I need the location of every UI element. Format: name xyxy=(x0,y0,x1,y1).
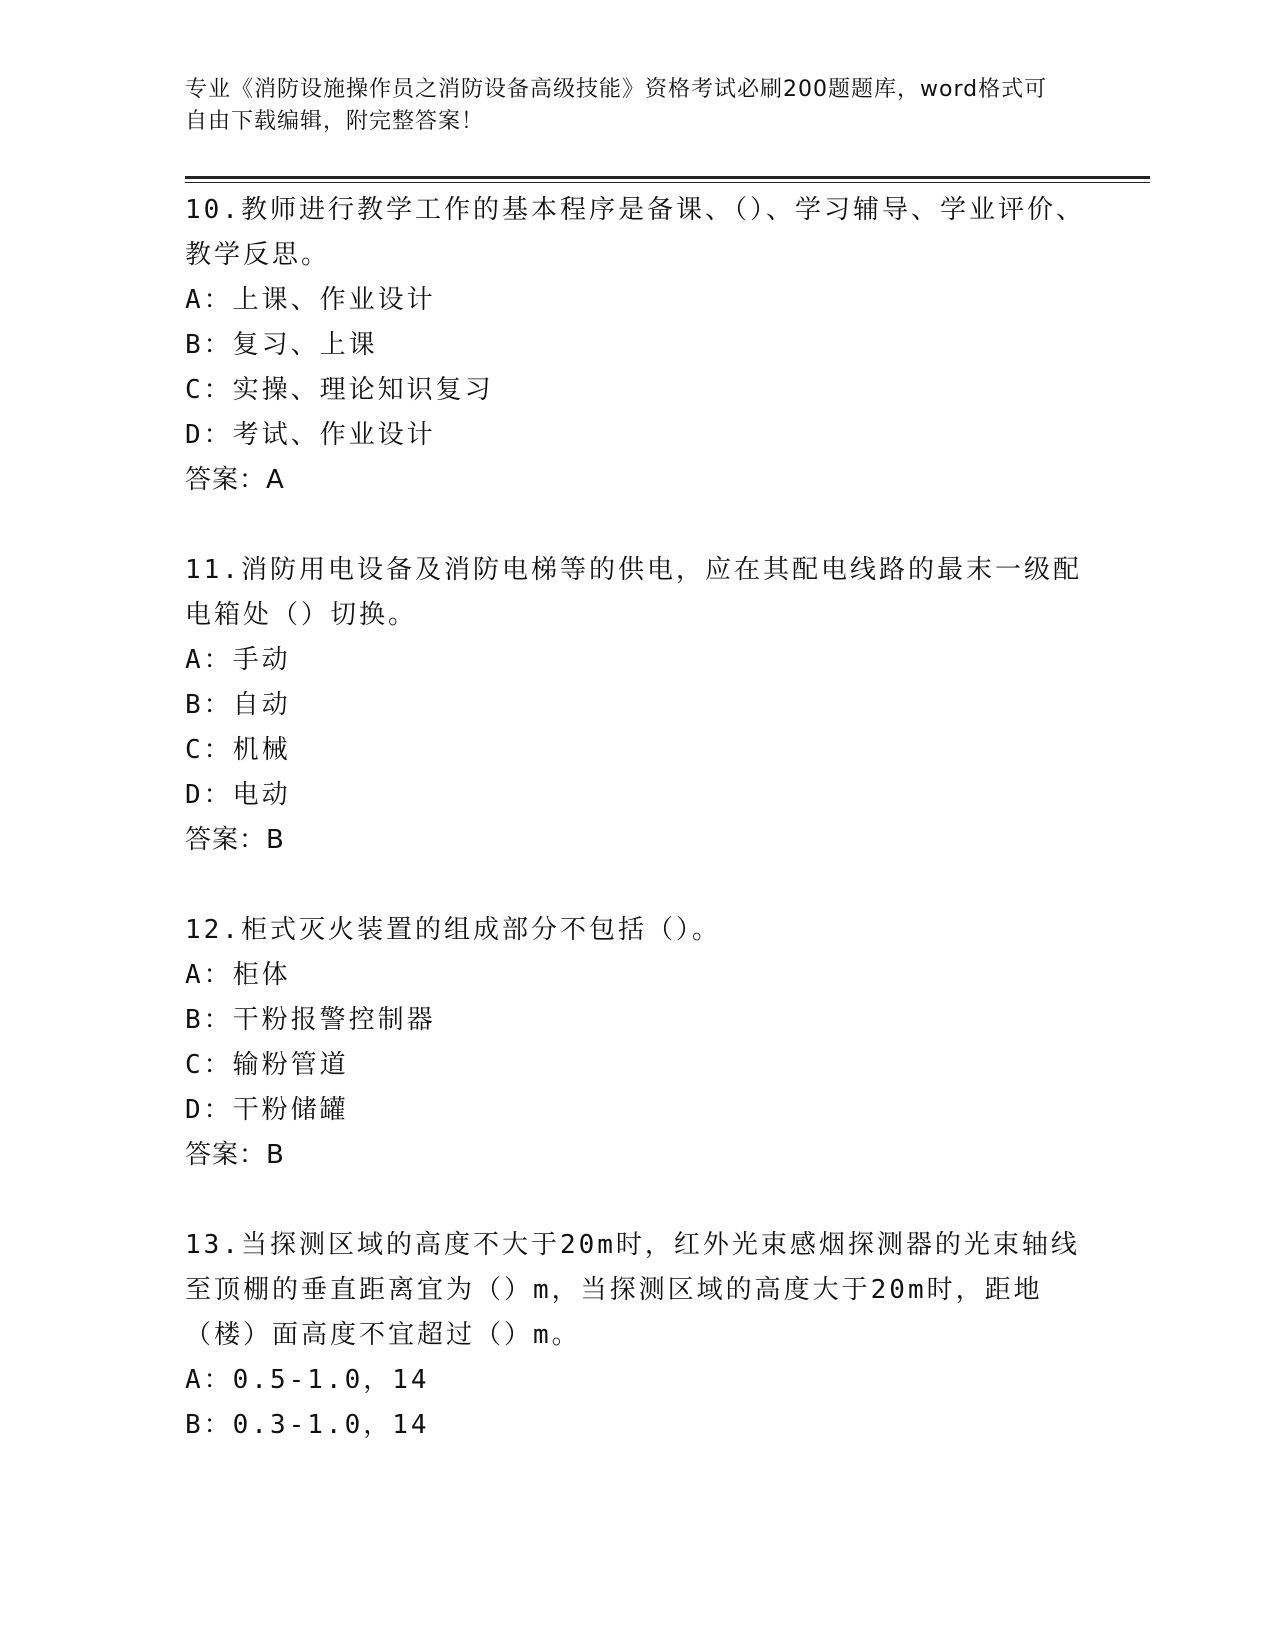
option-c: C：机械 xyxy=(185,735,291,765)
option-a: A：手动 xyxy=(185,645,291,675)
answer-label: 答案：A xyxy=(185,465,285,495)
spacer xyxy=(185,863,1085,908)
option-a: A：上课、作业设计 xyxy=(185,285,436,315)
header-rule-thin xyxy=(185,182,1150,183)
option-d: D：电动 xyxy=(185,780,291,810)
question-stem: 11.消防用电设备及消防电梯等的供电，应在其配电线路的最末一级配电箱处（）切换。 xyxy=(185,555,1082,630)
header-rule-thick xyxy=(185,176,1150,179)
option-d: D：干粉储罐 xyxy=(185,1095,349,1125)
option-b: B：复习、上课 xyxy=(185,330,378,360)
question-13 xyxy=(185,1223,1085,1448)
option-b: B：干粉报警控制器 xyxy=(185,1005,436,1035)
option-a: A：0.5-1.0，14 xyxy=(185,1365,430,1395)
question-stem: 12.柜式灭火装置的组成部分不包括（）。 xyxy=(185,915,721,945)
question-10 xyxy=(185,188,1085,503)
answer-label: 答案：B xyxy=(185,825,285,855)
question-list xyxy=(185,188,1085,1448)
spacer xyxy=(185,1178,1085,1223)
question-stem: 10.教师进行教学工作的基本程序是备课、（）、学习辅导、学业评价、教学反思。 xyxy=(185,195,1085,270)
answer-label: 答案：B xyxy=(185,1140,285,1170)
option-b: B：0.3-1.0，14 xyxy=(185,1410,430,1440)
question-11 xyxy=(185,548,1085,863)
option-c: C：输粉管道 xyxy=(185,1050,349,1080)
option-c: C：实操、理论知识复习 xyxy=(185,375,494,405)
spacer xyxy=(185,503,1085,548)
document-header: 专业《消防设施操作员之消防设备高级技能》资格考试必刷200题题库，word格式可自由下载编辑，附完整答案！ xyxy=(185,77,1048,134)
question-stem: 13.当探测区域的高度不大于20m时，红外光束感烟探测器的光束轴线至顶棚的垂直距离宜为（）m，当探测区域的高度大于20m时，距地（楼）面高度不宜超过（）m。 xyxy=(185,1230,1080,1350)
option-d: D：考试、作业设计 xyxy=(185,420,436,450)
option-b: B：自动 xyxy=(185,690,291,720)
question-12 xyxy=(185,908,1085,1178)
option-a: A：柜体 xyxy=(185,960,291,990)
